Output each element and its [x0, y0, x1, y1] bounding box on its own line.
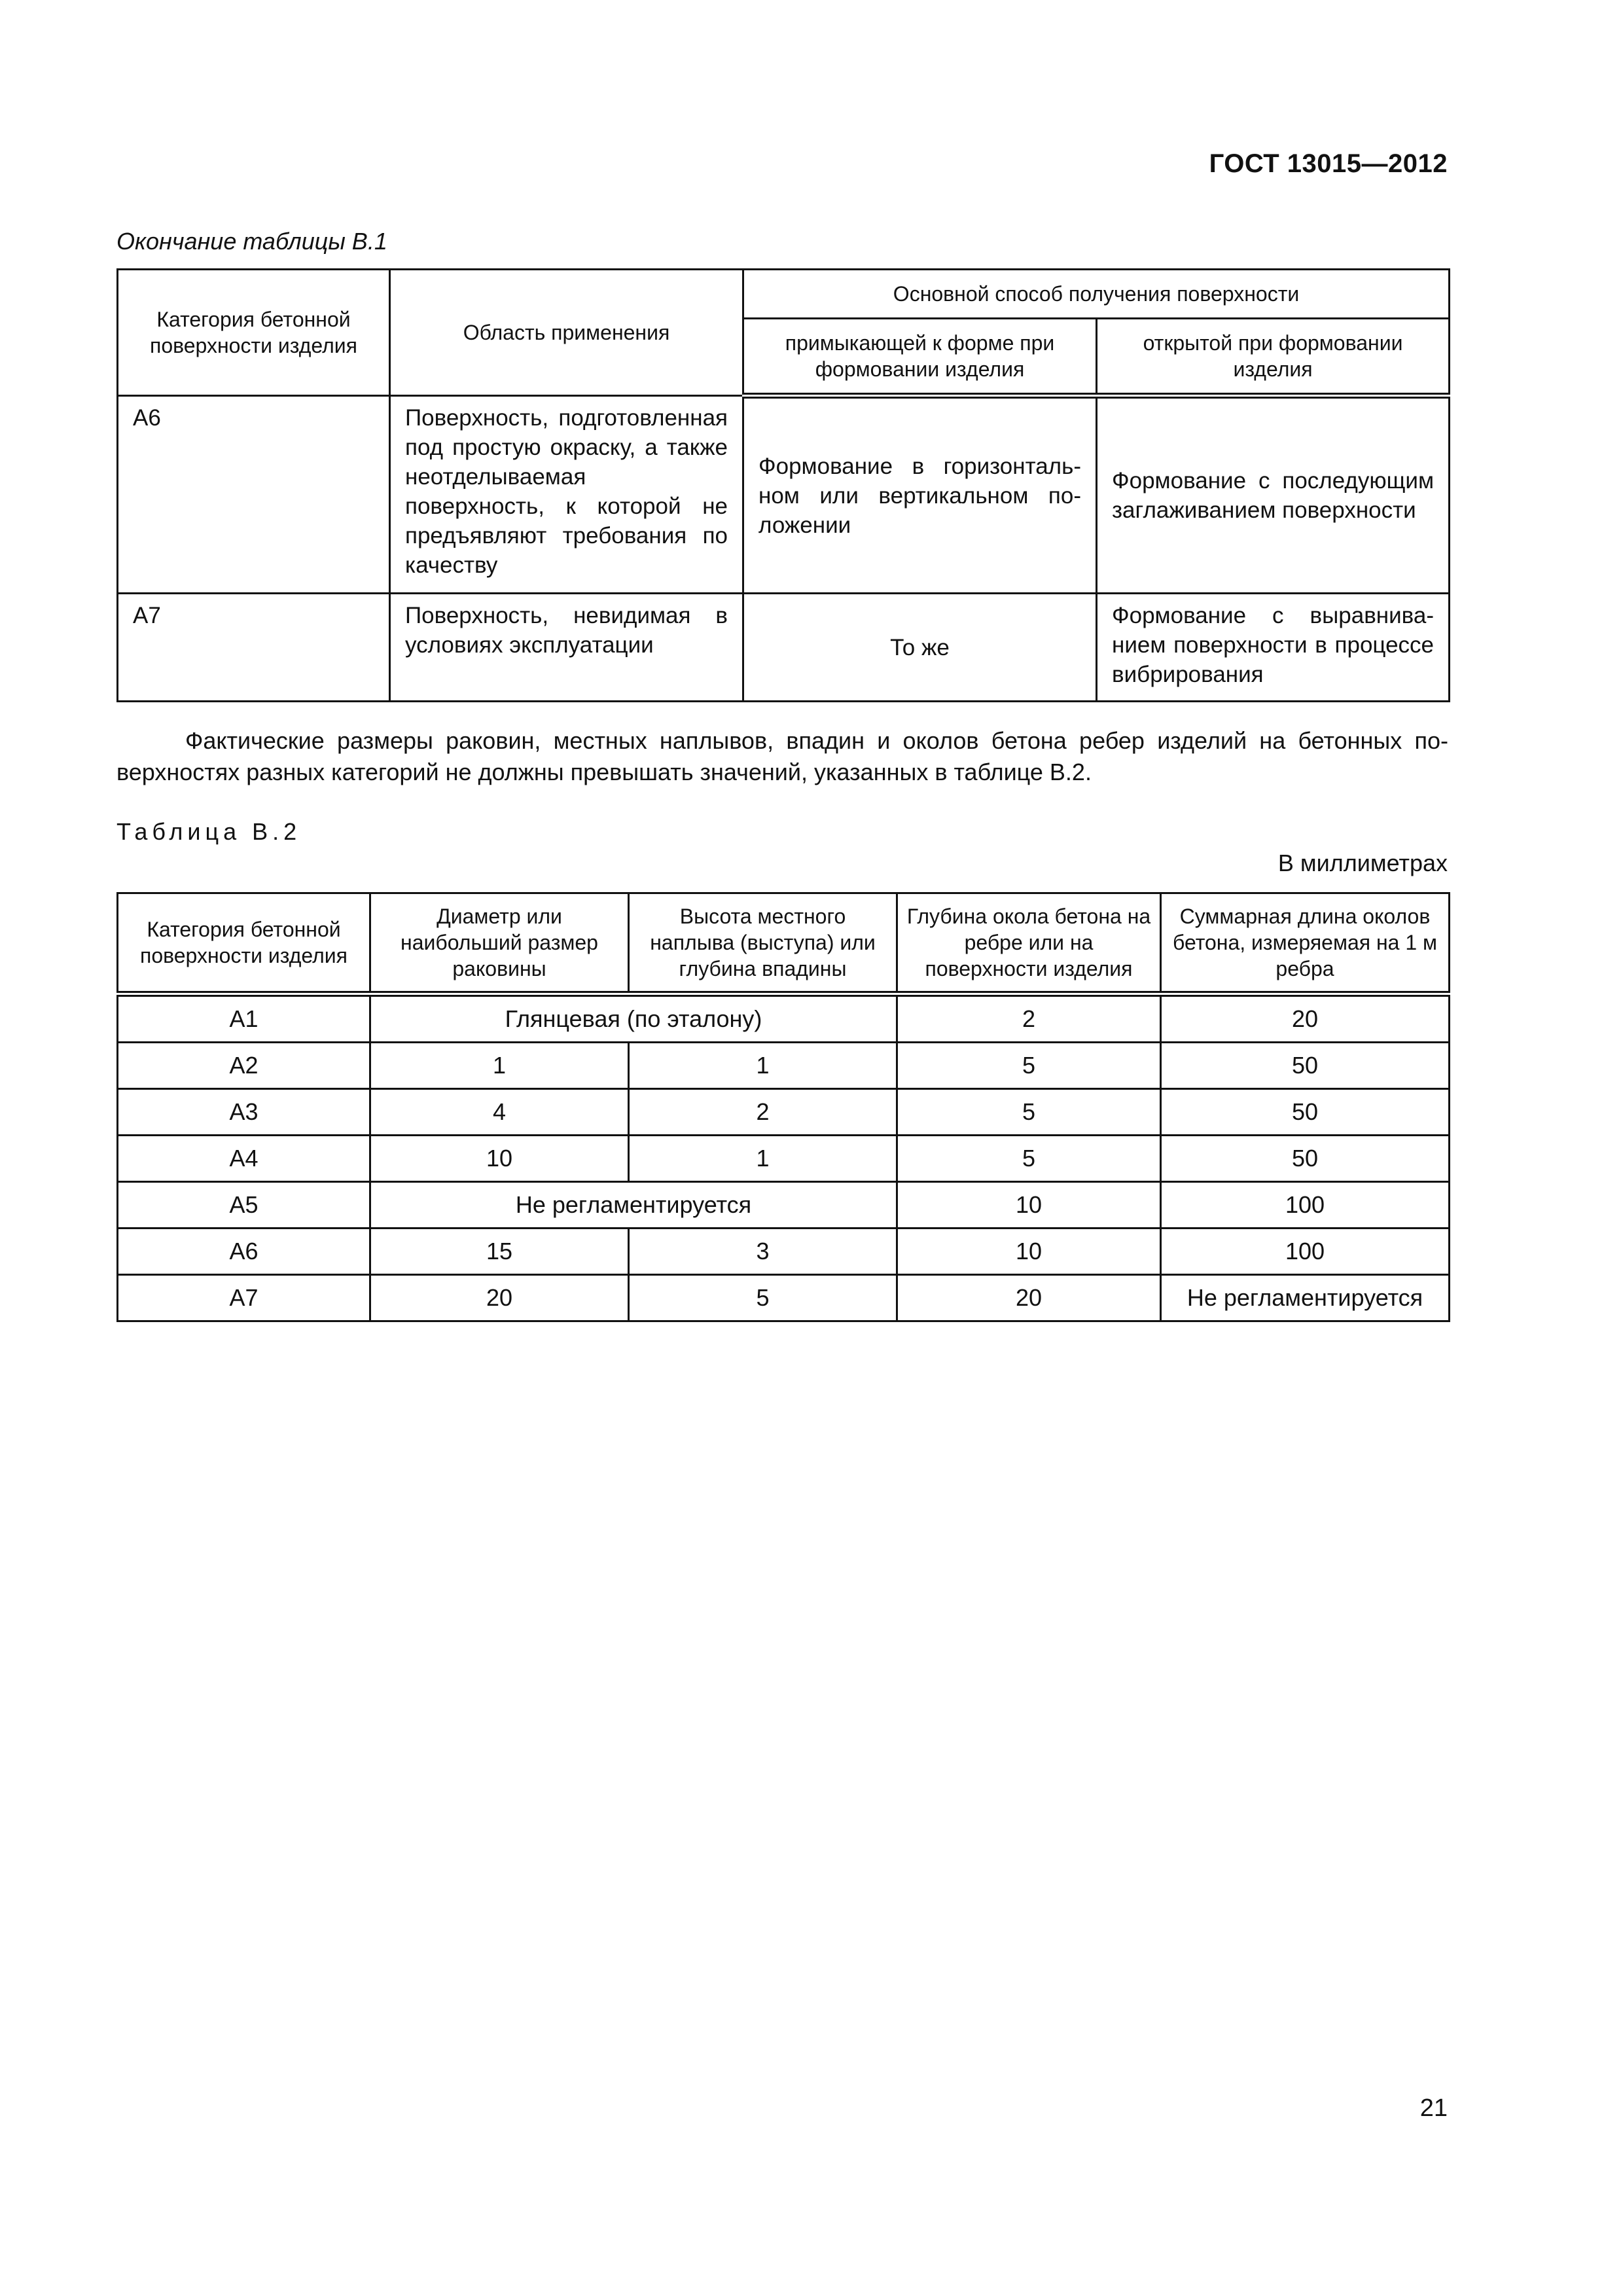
t2-cell-height: 5 [629, 1275, 897, 1321]
t1-cell-area: Поверхность, подготовленная под простую окраску, а также неотделываемая поверхность, к которой не предъявляют требования по качеству [390, 396, 743, 594]
t2-cell-category: А7 [118, 1275, 370, 1321]
table-row [118, 396, 1450, 594]
t2-cell-height: 1 [629, 1136, 897, 1182]
t2-cell-total: 50 [1161, 1089, 1450, 1136]
t2-cell-depth: 5 [897, 1136, 1161, 1182]
t2-header-diameter: Диаметр или наибольший размер раковины [370, 893, 629, 994]
t2-cell-height: 2 [629, 1089, 897, 1136]
table1-caption: Окончание таблицы В.1 [116, 228, 387, 255]
t2-cell-category: А2 [118, 1043, 370, 1089]
table2-caption: Таблица В.2 [116, 818, 302, 845]
t1-cell-open: Формование с выравниванием поверхности в процессе вибрирования [1097, 594, 1450, 702]
t2-cell-diameter: 1 [370, 1043, 629, 1089]
t2-cell-depth: 5 [897, 1043, 1161, 1089]
t2-cell-category: А3 [118, 1089, 370, 1136]
table-row [118, 994, 1450, 1043]
t2-cell-total: 50 [1161, 1043, 1450, 1089]
t2-cell-category: А1 [118, 994, 370, 1043]
table-row [118, 1089, 1450, 1136]
t1-cell-category: А7 [118, 594, 390, 702]
t1-header-open: открытой при формовании изделия [1097, 319, 1450, 396]
t2-cell-merged: Не регламентируется [370, 1182, 897, 1229]
page-number: 21 [1419, 2094, 1448, 2122]
body-paragraph: Фактические размеры раковин, местных наплывов, впадин и околов бетона ребер изделий на бетонных поверхностях разных категорий не должны превышать значений, указанных в таблице В.2. [116, 727, 1448, 785]
t2-cell-diameter: 15 [370, 1229, 629, 1275]
t2-cell-total: Не регламентируется [1161, 1275, 1450, 1321]
t2-cell-category: А4 [118, 1136, 370, 1182]
table2-units: В миллиметрах [1277, 850, 1448, 876]
t2-cell-category: А6 [118, 1229, 370, 1275]
t1-cell-category: А6 [118, 396, 390, 594]
t2-cell-height: 1 [629, 1043, 897, 1089]
table-row [118, 1229, 1450, 1275]
t2-cell-depth: 20 [897, 1275, 1161, 1321]
t1-cell-area: Поверхность, невидимая в условиях эксплуатации [390, 594, 743, 702]
t1-header-area: Область применения [390, 270, 743, 396]
table-row [118, 1043, 1450, 1089]
t2-cell-height: 3 [629, 1229, 897, 1275]
t1-cell-adjacent: То же [743, 594, 1097, 702]
t2-header-total: Суммарная длина околов бетона, измеряемая на 1 м ребра [1161, 893, 1450, 994]
t2-cell-total: 20 [1161, 994, 1450, 1043]
table-row [118, 1136, 1450, 1182]
t2-header-category: Категория бетонной поверхности изделия [118, 893, 370, 994]
t2-cell-depth: 5 [897, 1089, 1161, 1136]
t2-cell-depth: 10 [897, 1229, 1161, 1275]
t1-header-method: Основной способ получения поверхности [743, 270, 1450, 319]
table-row [118, 1182, 1450, 1229]
t2-header-height: Высота местного наплыва (выступа) или глубина впадины [629, 893, 897, 994]
table-row [118, 1275, 1450, 1321]
t2-cell-depth: 2 [897, 994, 1161, 1043]
t2-header-depth: Глубина окола бетона на ребре или на поверхности изделия [897, 893, 1161, 994]
t2-cell-category: А5 [118, 1182, 370, 1229]
table-row [118, 594, 1450, 702]
t2-cell-total: 100 [1161, 1182, 1450, 1229]
t2-cell-diameter: 4 [370, 1089, 629, 1136]
t2-cell-total: 50 [1161, 1136, 1450, 1182]
t1-header-adjacent: примыкающей к форме при формовании изделия [743, 319, 1097, 396]
t2-cell-total: 100 [1161, 1229, 1450, 1275]
table-b2 [116, 892, 1450, 1322]
t2-cell-merged: Глянцевая (по эталону) [370, 994, 897, 1043]
t1-cell-adjacent: Формование в горизонтальном или вертикальном положении [743, 396, 1097, 594]
t2-cell-diameter: 20 [370, 1275, 629, 1321]
standard-header: ГОСТ 13015—2012 [1209, 149, 1448, 178]
t1-cell-open: Формование с последующим заглаживанием поверхности [1097, 396, 1450, 594]
t2-cell-depth: 10 [897, 1182, 1161, 1229]
table-b1-end [116, 268, 1450, 702]
t2-cell-diameter: 10 [370, 1136, 629, 1182]
t1-header-category: Категория бетонной поверхности изделия [118, 270, 390, 396]
